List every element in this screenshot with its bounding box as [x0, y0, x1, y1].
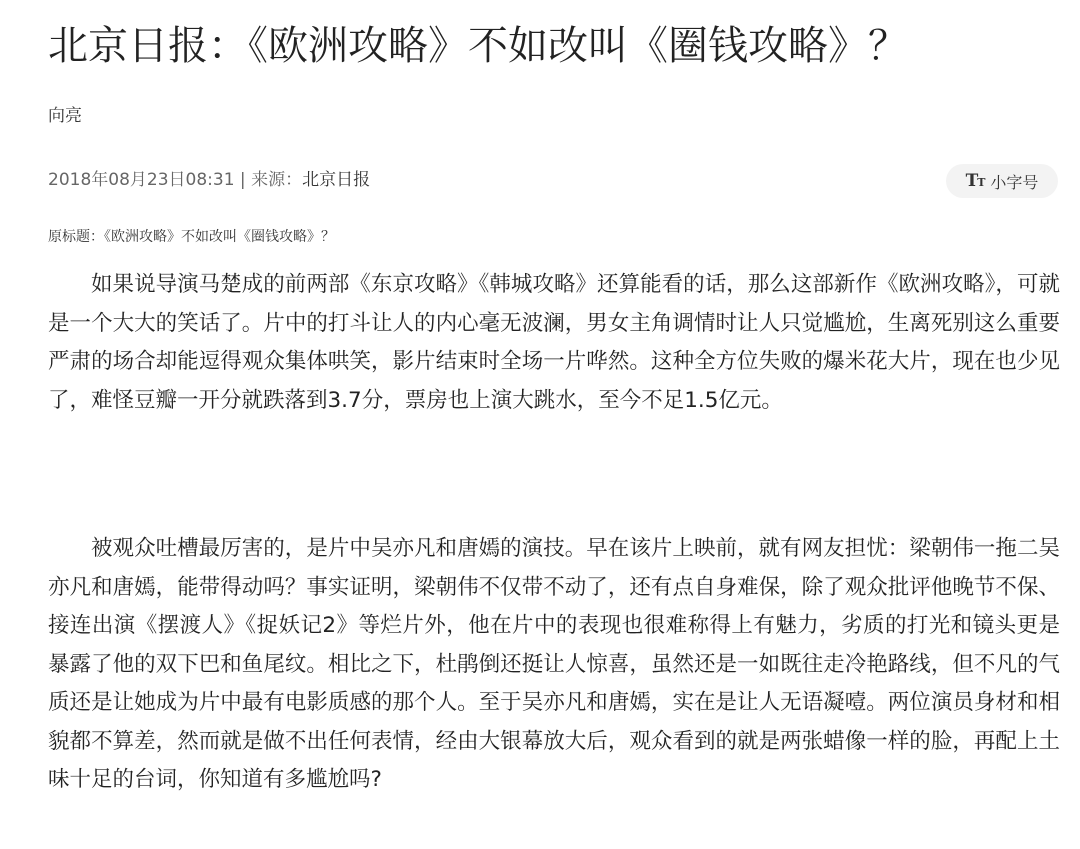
author-name: 向亮 [48, 106, 82, 126]
article-paragraph-2: 被观众吐槽最厉害的，是片中吴亦凡和唐嫣的演技。早在该片上映前，就有网友担忧：梁朝伟一拖二吴亦凡和唐嫣，能带得动吗？事实证明，梁朝伟不仅带不动了，还有点自身难保，除了观众批评他晚节不保、接连出演《摆渡人》《捉妖记2》等烂片外，他在片中的表现也很难称得上有魅力，劣质的打光和镜头更是暴露了他的双下巴和鱼尾纹。相比之下，杜鹃倒还挺让人惊喜，虽然还是一如既往走冷艳路线，但不凡的气质还是让她成为片中最有电影质感的那个人。至于吴亦凡和唐嫣，实在是让人无语凝噎。两位演员身材和相貌都不算差，然而就是做不出任何表情，经由大银幕放大后，观众看到的就是两张蜡像一样的脸，再配上土味十足的台词，你知道有多尴尬吗? [48, 536, 1060, 792]
original-title: 原标题：《欧洲攻略》不如改叫《圈钱攻略》？ [48, 229, 335, 245]
text-size-icon: TT [965, 171, 985, 191]
article-meta [48, 168, 370, 192]
meta-separator: | [234, 170, 252, 190]
source-label: 来源： [251, 170, 303, 190]
font-size-toggle-label: 小字号 [990, 172, 1039, 192]
article-title: 北京日报：《欧洲攻略》不如改叫《圈钱攻略》？ [48, 23, 908, 69]
article-paragraph-1: 如果说导演马楚成的前两部《东京攻略》《韩城攻略》还算能看的话，那么这部新作《欧洲攻略》，可就是一个大大的笑话了。片中的打斗让人的内心毫无波澜，男女主角调情时让人只觉尴尬，生离死别这么重要严肃的场合却能逗得观众集体哄笑，影片结束时全场一片哗然。这种全方位失败的爆米花大片，现在也少见了，难怪豆瓣一开分就跌落到3.7分，票房也上演大跳水，至今不足1.5亿元。 [48, 272, 1060, 413]
source-name: 北京日报 [302, 170, 371, 190]
font-size-toggle-button[interactable] [946, 164, 1058, 198]
publish-datetime: 2018年08月23日08:31 [48, 170, 235, 190]
